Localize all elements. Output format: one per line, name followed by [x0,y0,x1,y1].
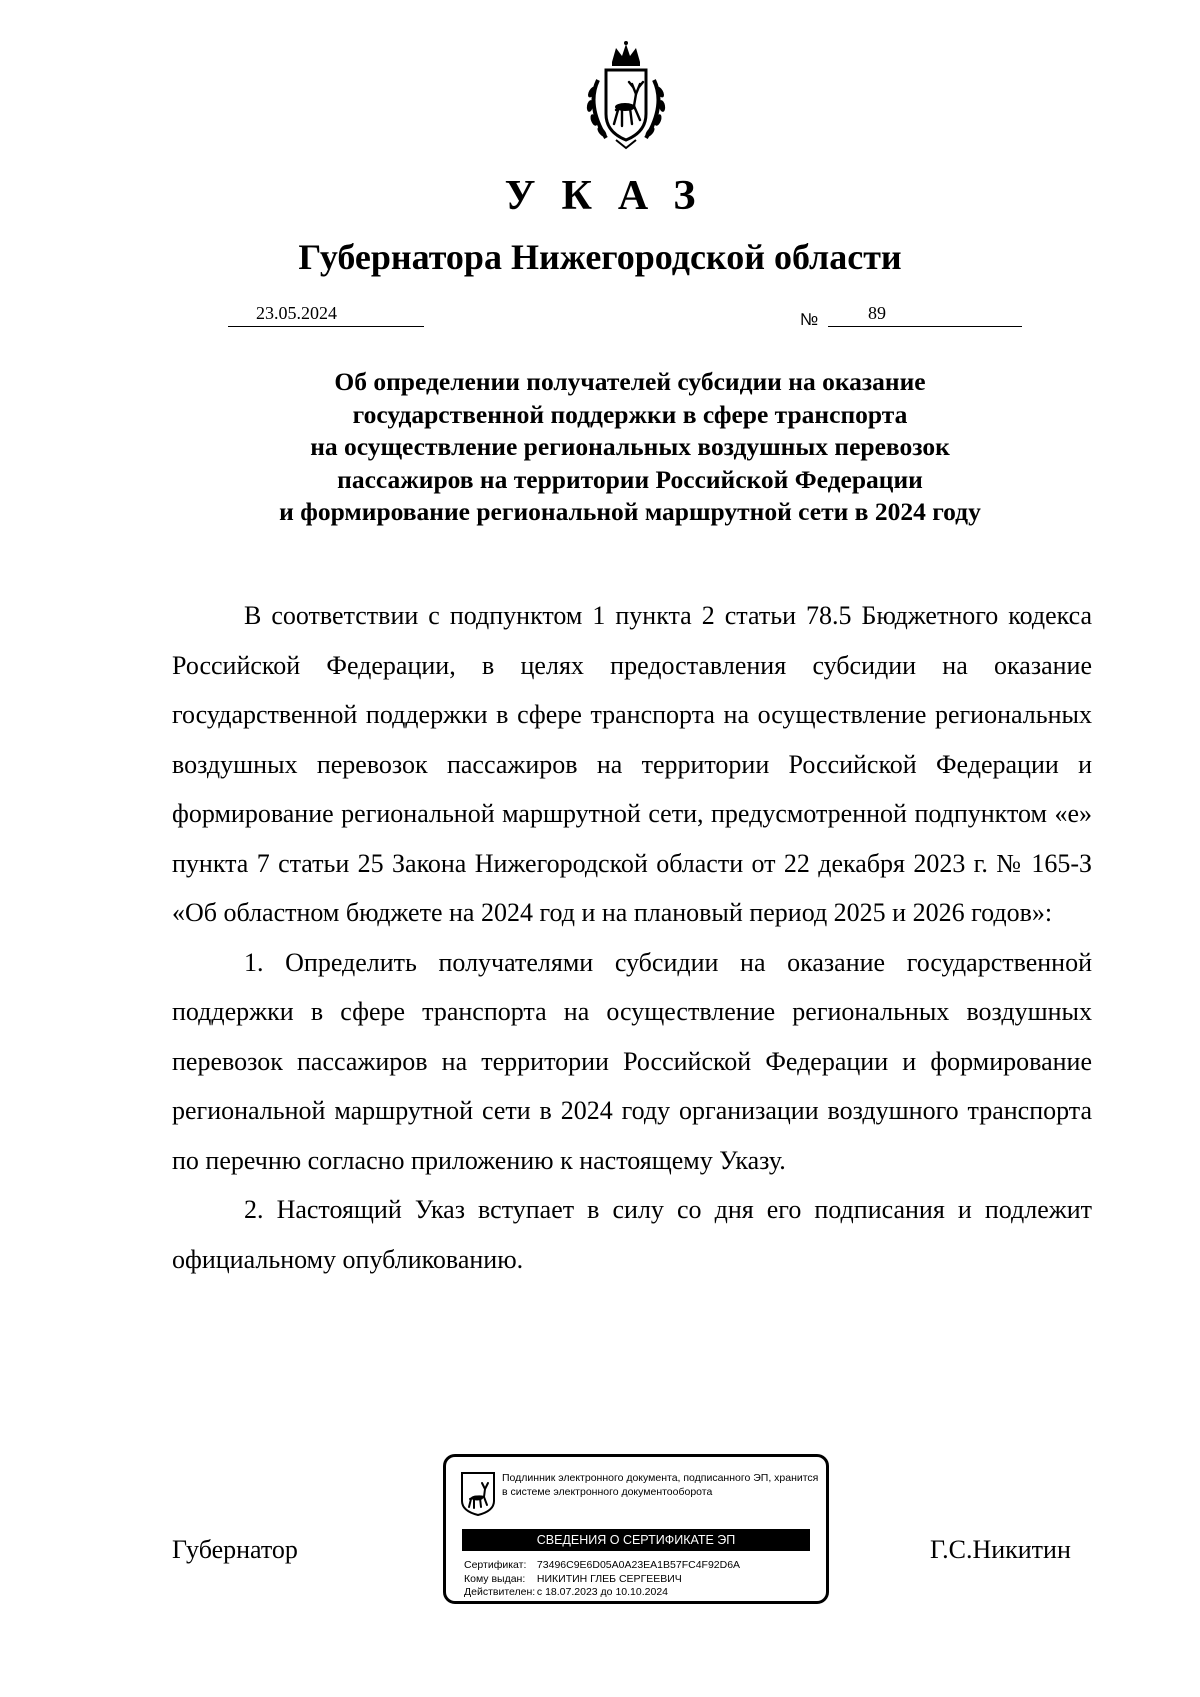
title-line: государственной поддержки в сфере транспорта [352,399,908,429]
title-line: и формирование региональной маршрутной сети в 2024 году [279,497,981,526]
document-number: 89 [868,303,886,323]
stamp-details [464,1559,740,1600]
item-1-paragraph: 1. Определить получателями субсидии на оказание государственной поддержки в сфере транспорта на осуществление региональных воздушных перевозок пассажиров на территории Российской Федерации и формирование региональной маршрутной сети в 2024 году организации воздушного транспорта по перечню согласно приложению к настоящему Указу. [172,947,1092,1175]
stamp-valid-label: Действителен: [464,1586,536,1598]
item-2-paragraph: 2. Настоящий Указ вступает в силу со дня его подписания и подлежит официальному опубликованию. [172,1195,1092,1274]
electronic-signature-stamp [443,1454,829,1604]
stamp-cert-label: Сертификат: [464,1559,527,1571]
stamp-header: СВЕДЕНИЯ О СЕРТИФИКАТЕ ЭП [462,1529,810,1551]
title-line: на осуществление региональных воздушных перевозок [310,432,950,461]
document-date: 23.05.2024 [256,303,337,323]
number-sign: № [800,310,819,329]
document-kind-heading: УКАЗ [504,173,722,219]
title-line: Об определении получателей субсидии на оказание [334,367,926,396]
document-body [172,591,1092,1284]
issuer-heading: Губернатора Нижегородской области [298,237,902,277]
stamp-owner-value: НИКИТИН ГЛЕБ СЕРГЕЕВИЧ [536,1572,682,1585]
stamp-valid-row [464,1586,740,1600]
document-date-field [228,303,424,327]
preamble-paragraph: В соответствии с подпунктом 1 пункта 2 статьи 78.5 Бюджетного кодекса Российской Федерации, в целях предоставления субсидии на оказание государственной поддержки в сфере транспорта на осуществление региональных воздушных перевозок пассажиров на территории Российской Федерации и формирование региональной маршрутной сети, предусмотренной подпунктом «е» пункта 7 статьи 25 Закона Нижегородской области от 22 декабря 2023 г. № 165-З «Об областном бюджете на 2024 год и на плановый период 2025 и 2026 годов»: [172,601,1092,927]
deer-emblem-icon [460,1471,496,1517]
stamp-valid-value: с 18.07.2023 до 10.10.2024 [536,1586,668,1598]
coat-of-arms-icon [576,40,676,150]
document-number-field [828,303,1022,327]
stamp-cert-value: 73496C9E6D05A0A23EA1B57FC4F92D6A [536,1559,741,1571]
document-title [160,366,1100,529]
stamp-owner-label: Кому выдан: [464,1572,526,1585]
stamp-note: Подлинник электронного документа, подписанного ЭП, хранится в системе электронного документооборота [502,1472,819,1498]
stamp-cert-row [464,1559,740,1573]
signer-name: Г.С.Никитин [930,1535,1071,1564]
stamp-owner-row [464,1573,740,1587]
title-line: пассажиров на территории Российской Федерации [337,464,923,494]
signer-role: Губернатор [172,1535,298,1564]
